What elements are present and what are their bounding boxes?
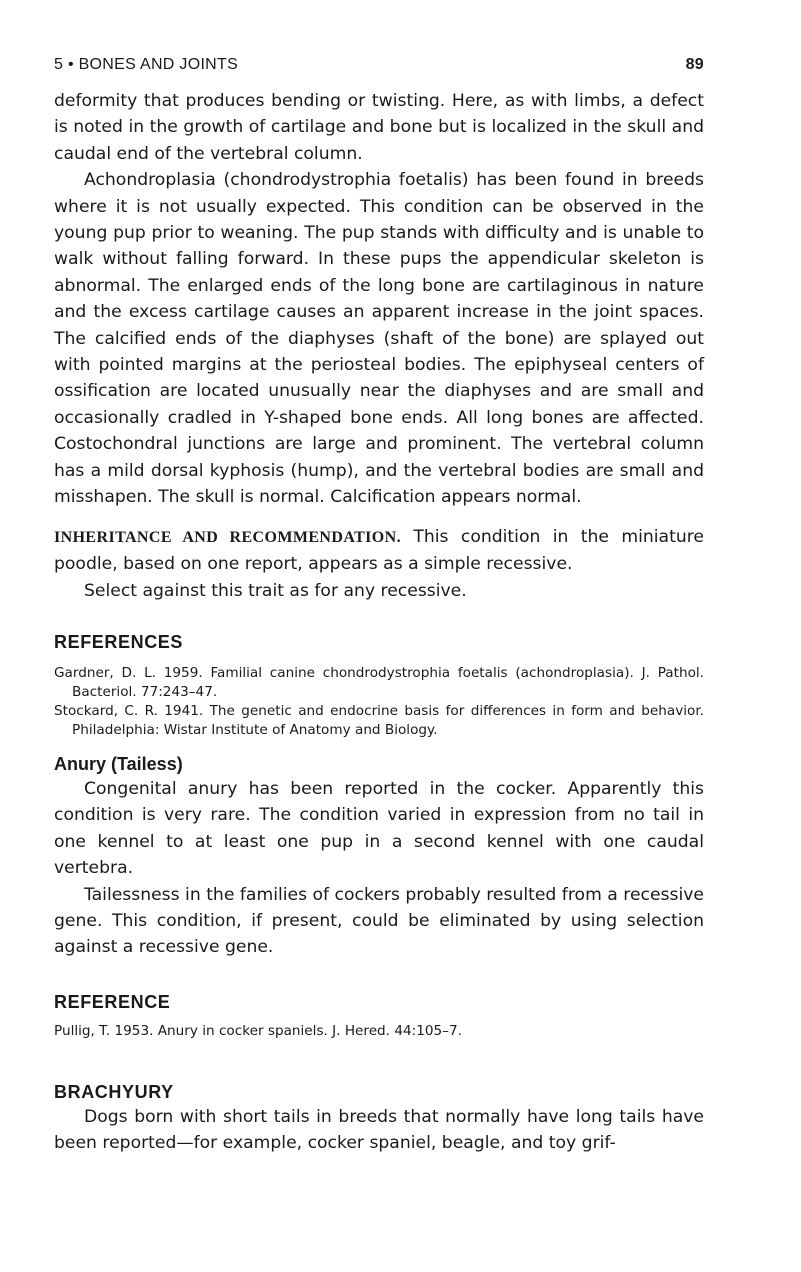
anury-section — [54, 754, 704, 775]
running-header — [54, 56, 704, 84]
brachyury-heading: BRACHYURY — [54, 1082, 174, 1102]
brachyury-paragraph: Dogs born with short tails in breeds that normally have long tails have been reported—for example, cocker spaniel, beagle, and toy grif- — [54, 1107, 704, 1154]
reference-heading: REFERENCE — [54, 992, 171, 1012]
inheritance-text: This condition in the miniature poodle, based on one report, appears as a simple recessive. — [54, 527, 704, 575]
reference-item: Pullig, T. 1953. Anury in cocker spaniels. J. Hered. 44:105–7. — [54, 1023, 462, 1039]
references-list-1 — [54, 664, 704, 740]
references-section-1 — [54, 632, 704, 653]
page-number: 89 — [685, 56, 704, 73]
achondroplasia-section — [54, 88, 704, 511]
anury-paragraph-1: Congenital anury has been reported in the cocker. Apparently this condition is very rare. The condition varied in expression from no tail in one kennel to at least one pup in a second kennel with one caudal vertebra. — [54, 779, 704, 879]
references-section-2 — [54, 992, 704, 1013]
reference-item: Stockard, C. R. 1941. The genetic and endocrine basis for differences in form and behavior. Philadelphia: Wistar Institute of Anatomy and Biology. — [54, 703, 704, 738]
inheritance-section — [54, 524, 704, 604]
brachyury-body — [54, 1104, 704, 1157]
anury-paragraph-2: Tailessness in the families of cockers probably resulted from a recessive gene. This condition, if present, could be eliminated by using selection against a recessive gene. — [54, 884, 704, 958]
recommendation-paragraph: Select against this trait as for any recessive. — [84, 580, 467, 601]
reference-item: Gardner, D. L. 1959. Familial canine chondrodystrophia foetalis (achondroplasia). J. Pathol. Bacteriol. 77:243–47. — [54, 665, 704, 700]
anury-body — [54, 776, 704, 961]
brachyury-section — [54, 1082, 704, 1103]
anury-heading: Anury (Tailess) — [54, 754, 183, 774]
achondroplasia-paragraph: Achondroplasia (chondrodystrophia foetalis) has been found in breeds where it is not usually expected. This condition can be observed in the young pup prior to weaning. The pup stands with difficulty and is unable to walk without falling forward. In these pups the appendicular skeleton is abnormal. The enlarged ends of the long bone are cartilaginous in nature and the excess cartilage causes an apparent increase in the joint spaces. The calcified ends of the diaphyses (shaft of the bone) are splayed out with pointed margins at the periosteal bodies. The epiphyseal centers of ossification are located unusually near the diaphyses and are small and occasionally cradled in Y-shaped bone ends. All long bones are affected. Costochondral junctions are large and prominent. The vertebral column has a mild dorsal kyphosis (hump), and the vertebral bodies are small and misshapen. The skull is normal. Calcification appears normal. — [54, 170, 704, 508]
inheritance-paragraph — [54, 524, 704, 578]
continuation-paragraph: deformity that produces bending or twisting. Here, as with limbs, a defect is noted in the growth of cartilage and bone but is localized in the skull and caudal end of the vertebral column. — [54, 91, 704, 164]
page — [54, 56, 704, 84]
running-title: 5 • BONES AND JOINTS — [54, 56, 239, 73]
references-heading: REFERENCES — [54, 632, 184, 652]
references-list-2 — [54, 1022, 704, 1041]
inheritance-label: INHERITANCE AND RECOMMENDATION. — [54, 529, 401, 546]
